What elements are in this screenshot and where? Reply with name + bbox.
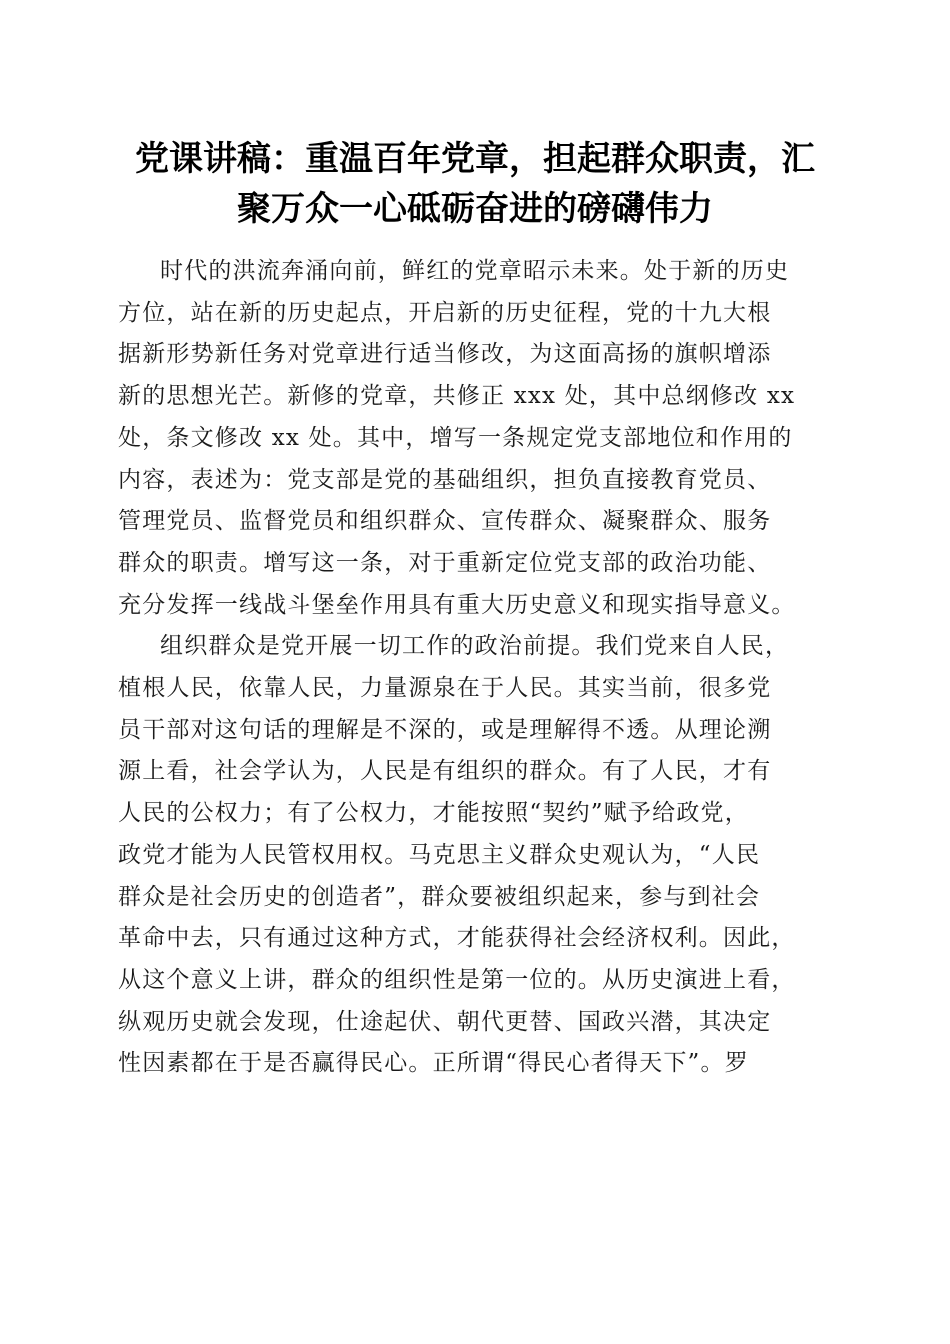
document-body xyxy=(118,251,832,1085)
text-line: 员干部对这句话的理解是不深的，或是理解得不透。从理论溯 xyxy=(118,716,772,743)
text-line: 源上看，社会学认为，人民是有组织的群众。有了人民，才有 xyxy=(118,758,772,785)
title-line-2: 聚万众一心砥砺奋进的磅礴伟力 xyxy=(237,189,713,229)
text-line: 内容，表述为：党支部是党的基础组织，担负直接教育党员、 xyxy=(118,466,772,493)
text-line: 政党才能为人民管权用权。马克思主义群众史观认为，“人民 xyxy=(118,841,761,868)
text-line: 时代的洪流奔涌向前，鲜红的党章昭示未来。处于新的历史 xyxy=(160,258,790,284)
text-line: 革命中去，只有通过这种方式，才能获得社会经济权利。因此， xyxy=(118,925,796,952)
paragraph-1 xyxy=(118,251,832,626)
text-line: 组织群众是党开展一切工作的政治前提。我们党来自人民， xyxy=(160,633,790,660)
document-title xyxy=(100,134,850,234)
text-line: 充分发挥一线战斗堡垒作用具有重大历史意义和现实指导意义。 xyxy=(118,591,796,618)
text-line: 群众是社会历史的创造者”，群众要被组织起来，参与到社会 xyxy=(118,883,761,910)
text-line: 性因素都在于是否赢得民心。正所谓“得民心者得天下”。罗 xyxy=(118,1050,749,1077)
text-line: 人民的公权力；有了公权力，才能按照“契约”赋予给政党， xyxy=(118,800,749,827)
text-line: 处，条文修改 xx 处。其中，增写一条规定党支部地位和作用的 xyxy=(118,424,793,451)
text-line: 新的思想光芒。新修的党章，共修正 xxx 处，其中总纲修改 xx xyxy=(118,383,796,410)
text-line: 群众的职责。增写这一条，对于重新定位党支部的政治功能、 xyxy=(118,549,772,576)
title-line-1: 党课讲稿：重温百年党章，担起群众职责，汇 xyxy=(135,139,815,179)
text-line: 从这个意义上讲，群众的组织性是第一位的。从历史演进上看， xyxy=(118,966,796,993)
text-line: 纵观历史就会发现，仕途起伏、朝代更替、国政兴潜，其决定 xyxy=(118,1008,772,1035)
text-line: 方位，站在新的历史起点，开启新的历史征程，党的十九大根 xyxy=(118,299,772,326)
text-line: 植根人民，依靠人民，力量源泉在于人民。其实当前，很多党 xyxy=(118,675,772,702)
paragraph-2 xyxy=(118,626,832,1085)
text-line: 管理党员、监督党员和组织群众、宣传群众、凝聚群众、服务 xyxy=(118,508,772,535)
text-line: 据新形势新任务对党章进行适当修改，为这面高扬的旗帜增添 xyxy=(118,341,772,368)
